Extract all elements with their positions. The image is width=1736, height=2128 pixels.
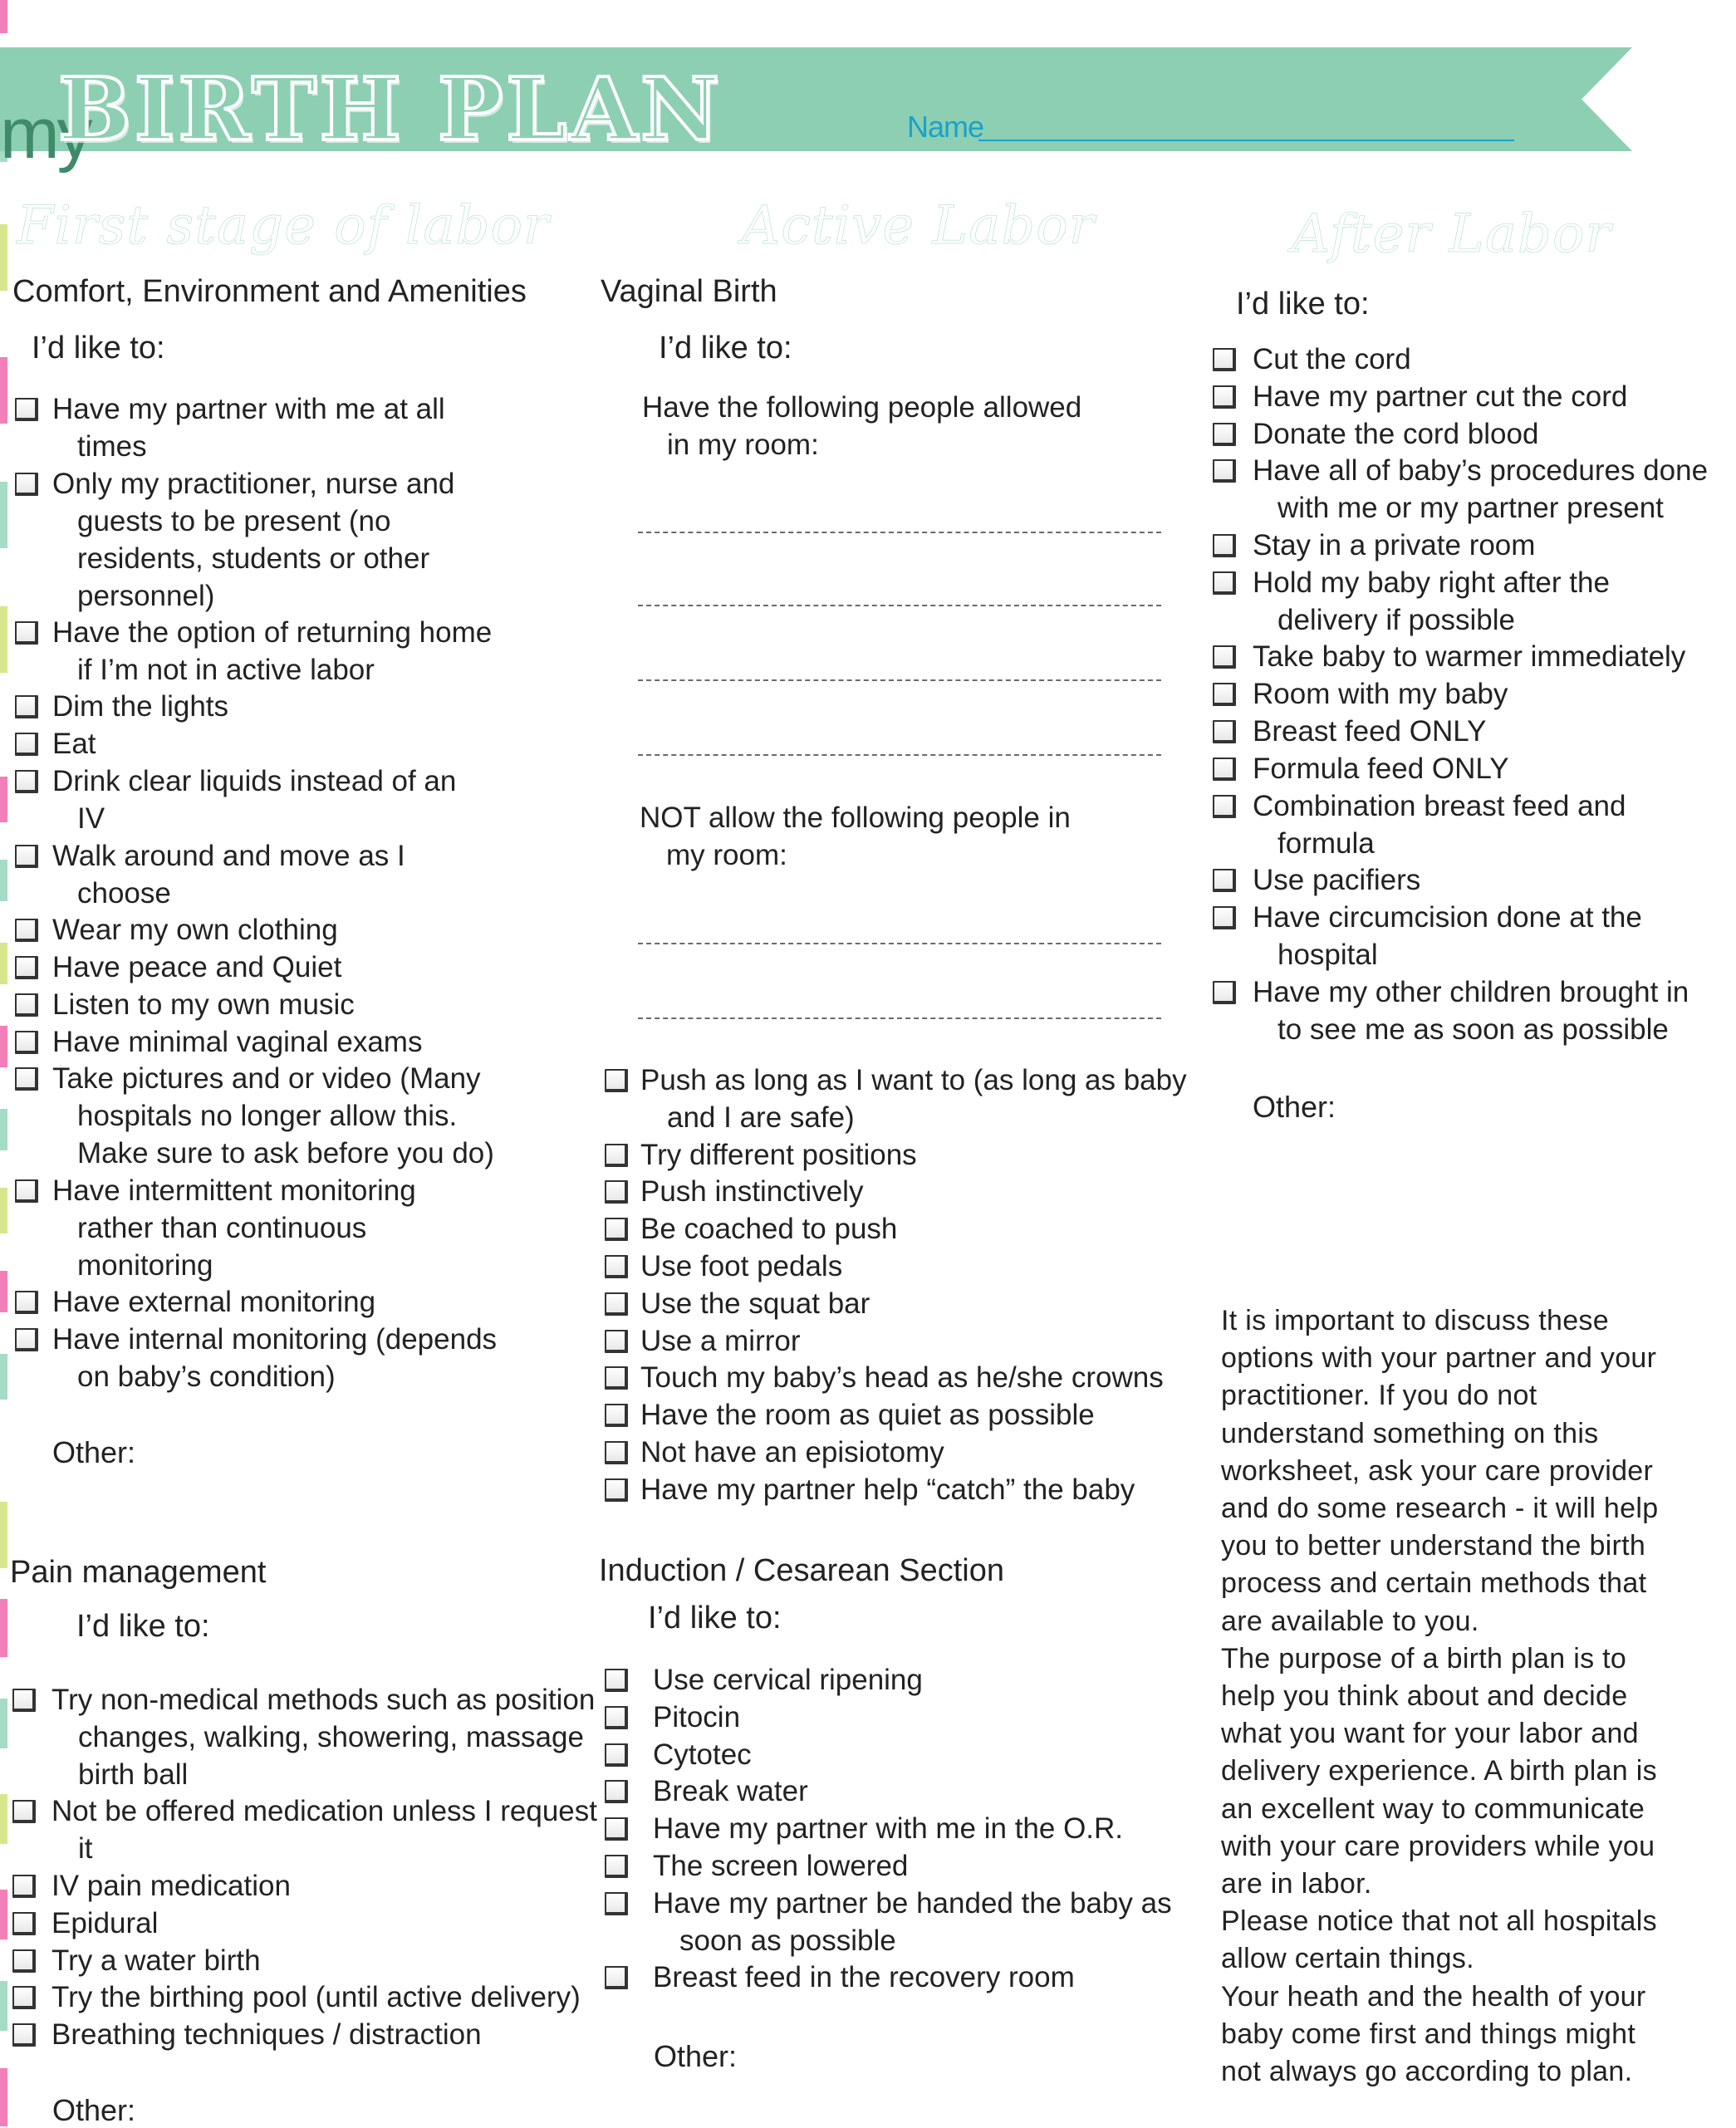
checklist-item-label: Wear my own clothing — [52, 914, 338, 947]
checklist-item-label: Try the birthing pool (until active delivery) — [51, 1981, 581, 2014]
checklist-item-label: Pitocin — [653, 1700, 741, 1733]
induction-other-label: Other: — [654, 2039, 738, 2073]
checklist-item-label: Have my partner with me in the O.R. — [653, 1812, 1124, 1846]
first-stage-title: First stage of labor — [17, 195, 550, 257]
checklist-item-label: Have the option of returning home — [52, 615, 493, 649]
checklist-item-label: guests to be present (no — [77, 504, 391, 537]
checklist-item-label: Breast feed in the recovery room — [653, 1961, 1075, 1994]
checklist-item-label: personnel) — [77, 579, 215, 612]
checklist-item-label: Touch my baby’s head as he/she crowns — [640, 1361, 1164, 1395]
comfort-heading: Comfort, Environment and Amenities — [12, 274, 527, 309]
checklist-item-label: Have my other children brought in — [1253, 975, 1689, 1008]
checkbox-icon[interactable] — [15, 919, 38, 942]
checkbox-icon[interactable] — [1213, 758, 1236, 781]
note-line: The purpose of a birth plan is to — [1221, 1642, 1627, 1674]
checklist-item-label: Have all of baby’s procedures done — [1253, 454, 1709, 488]
checklist-item-label: hospital — [1277, 939, 1378, 971]
checkbox-icon[interactable] — [1213, 534, 1236, 557]
checkbox-icon[interactable] — [15, 1067, 38, 1091]
checklist-item-label: Listen to my own music — [52, 988, 355, 1021]
checklist-item-label: Have external monitoring — [52, 1286, 376, 1319]
after-other-label: Other: — [1253, 1090, 1336, 1124]
checklist-item-label: Formula feed ONLY — [1253, 752, 1509, 785]
checkbox-icon[interactable] — [1213, 459, 1236, 483]
checkbox-icon[interactable] — [605, 1069, 628, 1092]
checklist-item-label: times — [77, 430, 147, 463]
pain-other-label: Other: — [52, 2093, 136, 2127]
checklist-item-label: Push as long as I want to (as long as baby — [640, 1064, 1187, 1096]
checklist-item-label: Cytotec — [653, 1738, 752, 1771]
checklist-item-label: Breast feed ONLY — [1253, 715, 1487, 748]
edge-tab — [0, 1109, 7, 1150]
checkbox-icon[interactable] — [15, 1291, 38, 1314]
note-line: Please notice that not all hospitals — [1221, 1905, 1657, 1938]
checkbox-icon[interactable] — [12, 1986, 36, 2009]
checkbox-icon[interactable] — [605, 1892, 628, 1915]
pain-heading: Pain management — [10, 1555, 267, 1590]
pain-intro: I’d like to: — [76, 1609, 210, 1644]
checklist-item-label: Use the squat bar — [640, 1287, 870, 1320]
checklist-item-label: Have peace and Quiet — [52, 951, 342, 983]
edge-tab — [0, 1890, 7, 1939]
checkbox-icon[interactable] — [15, 993, 38, 1017]
checkbox-icon[interactable] — [15, 770, 38, 793]
note-line: and do some research - it will help — [1221, 1493, 1659, 1525]
checkbox-icon[interactable] — [605, 1441, 628, 1464]
note-line: are in labor. — [1221, 1868, 1372, 1900]
checkbox-icon[interactable] — [15, 845, 38, 868]
note-line: options with your partner and your — [1221, 1342, 1657, 1375]
checklist-item-label: Not be offered medication unless I request — [51, 1795, 597, 1828]
checkbox-icon[interactable] — [605, 1180, 628, 1204]
checklist-item-label: delivery if possible — [1277, 603, 1515, 636]
checkbox-icon[interactable] — [15, 1179, 38, 1203]
after-labor-title: After Labor — [1292, 203, 1612, 265]
checklist-item-label: Stay in a private room — [1253, 529, 1536, 561]
edge-tab — [0, 1981, 7, 2031]
checklist-item-label: Have internal monitoring (depends — [52, 1323, 498, 1356]
checkbox-icon[interactable] — [12, 2023, 36, 2047]
checklist-item-label: Break water — [653, 1775, 808, 1808]
note-line: what you want for your labor and — [1221, 1718, 1639, 1750]
checklist-item-label: Not have an episiotomy — [640, 1436, 944, 1469]
edge-tab — [0, 482, 7, 548]
checklist-item-label: IV — [77, 802, 105, 835]
edge-tab — [0, 224, 7, 291]
checklist-item-label: soon as possible — [679, 1924, 896, 1957]
checklist-item-label: to see me as soon as possible — [1277, 1013, 1669, 1046]
checklist-item-label: monitoring — [77, 1248, 213, 1282]
checklist-item-label: Push instinctively — [640, 1175, 864, 1209]
checkbox-icon[interactable] — [605, 1218, 628, 1241]
vaginal-heading: Vaginal Birth — [601, 274, 777, 309]
not-allowed-prompt: NOT allow the following people in my room: — [640, 802, 1071, 871]
checkbox-icon[interactable] — [605, 1255, 628, 1278]
edge-tab — [0, 0, 7, 33]
edge-tab — [0, 606, 7, 673]
edge-tab — [0, 860, 7, 901]
edge-tab — [0, 1599, 7, 1657]
note-line: worksheet, ask your care provider — [1221, 1454, 1654, 1487]
note-line: understand something on this — [1221, 1417, 1599, 1449]
checklist-item-label: Have my partner cut the cord — [1253, 380, 1628, 413]
checkbox-icon[interactable] — [15, 1031, 38, 1054]
checkbox-icon[interactable] — [1213, 981, 1236, 1004]
edge-tab — [0, 1188, 7, 1233]
checkbox-icon[interactable] — [1213, 423, 1236, 446]
induction-intro: I’d like to: — [648, 1601, 782, 1635]
page-title: BIRTH PLAN — [58, 58, 723, 160]
not-allowed-person-field[interactable] — [638, 1017, 1161, 1019]
edge-tab — [0, 1502, 7, 1568]
note-line: you to better understand the birth — [1221, 1530, 1646, 1562]
edge-tab — [0, 943, 7, 984]
checklist-item-label: Hold my baby right after the — [1253, 566, 1610, 599]
edge-tab — [0, 1354, 7, 1400]
note-line: an excellent way to communicate — [1221, 1792, 1645, 1825]
checklist-item-label: formula — [1277, 826, 1375, 860]
checkbox-icon[interactable] — [15, 695, 38, 718]
checklist-item-label: The screen lowered — [653, 1850, 909, 1882]
checklist-item-label: Combination breast feed and — [1253, 789, 1626, 822]
checkbox-icon[interactable] — [12, 1800, 36, 1823]
checkbox-icon[interactable] — [1213, 348, 1236, 371]
checklist-item-label: Try non-medical methods such as position — [51, 1684, 596, 1716]
checklist-item-label: Have intermittent monitoring — [52, 1174, 416, 1207]
checklist-item-label: Cut the cord — [1253, 343, 1411, 375]
checklist-item-label: Try a water birth — [51, 1944, 261, 1977]
checklist-item-label: Take pictures and or video (Many — [52, 1062, 481, 1096]
checkbox-icon[interactable] — [605, 1330, 628, 1353]
note-line: It is important to discuss these — [1221, 1305, 1609, 1336]
checklist-item-label: Have circumcision done at the — [1253, 901, 1642, 934]
checklist-item-label: Donate the cord blood — [1253, 417, 1539, 450]
checklist-item-label: with me or my partner present — [1277, 492, 1664, 525]
edge-tab — [0, 2068, 7, 2126]
checkbox-icon[interactable] — [12, 1912, 36, 1935]
checklist-item-label: Use a mirror — [640, 1324, 801, 1357]
edge-tab — [0, 1699, 7, 1748]
checklist-item-label: Make sure to ask before you do) — [77, 1137, 494, 1170]
checkbox-icon[interactable] — [605, 1855, 628, 1878]
checkbox-icon[interactable] — [1213, 795, 1236, 818]
checklist-item-label: Breathing techniques / distraction — [51, 2018, 482, 2052]
checklist-item-label: Use cervical ripening — [653, 1664, 923, 1696]
checkbox-icon[interactable] — [605, 1144, 628, 1167]
note-line: process and certain methods that — [1221, 1567, 1647, 1600]
checkbox-icon[interactable] — [1213, 720, 1236, 743]
checklist-item-label: Eat — [52, 728, 96, 761]
checklist-item-label: rather than continuous — [77, 1211, 367, 1244]
checklist-item-label: and I are safe) — [667, 1101, 855, 1134]
checkbox-icon[interactable] — [15, 1328, 38, 1351]
checkbox-icon[interactable] — [15, 621, 38, 645]
checkbox-icon[interactable] — [12, 1689, 36, 1712]
checkbox-icon[interactable] — [1213, 571, 1236, 595]
name-field[interactable] — [978, 140, 1514, 141]
vaginal-intro: I’d like to: — [659, 331, 792, 365]
induction-heading: Induction / Cesarean Section — [599, 1553, 1004, 1588]
checkbox-icon[interactable] — [605, 1706, 628, 1729]
note-line: not always go according to plan. — [1221, 2056, 1633, 2088]
name-label: Name — [907, 110, 984, 144]
edge-tab — [0, 357, 7, 424]
checkbox-icon[interactable] — [15, 398, 38, 421]
checkbox-icon[interactable] — [605, 1743, 628, 1767]
checkbox-icon[interactable] — [605, 1966, 628, 1989]
comfort-intro: I’d like to: — [32, 331, 165, 365]
checklist-item-label: Have my partner with me at all — [52, 393, 445, 425]
checklist-item-label: Have my partner be handed the baby as — [653, 1886, 1172, 1920]
checkbox-icon[interactable] — [605, 1366, 628, 1390]
checkbox-icon[interactable] — [12, 1875, 36, 1898]
checkbox-icon[interactable] — [605, 1669, 628, 1692]
title-prefix: my — [0, 94, 91, 174]
checkbox-icon[interactable] — [605, 1292, 628, 1316]
guidance-note — [1221, 1302, 1719, 2091]
edge-tab — [0, 1271, 7, 1312]
checklist-item-label: Have the room as quiet as possible — [640, 1399, 1095, 1432]
checkbox-icon[interactable] — [605, 1478, 628, 1502]
checkbox-icon[interactable] — [1213, 906, 1236, 929]
checklist-item-label: Try different positions — [640, 1138, 917, 1171]
allowed-person-field[interactable] — [638, 532, 1161, 533]
checklist-item-label: Room with my baby — [1253, 678, 1508, 711]
checklist-item-label: Dim the lights — [52, 690, 229, 723]
note-line: help you think about and decide — [1221, 1680, 1628, 1713]
checkbox-icon[interactable] — [605, 1817, 628, 1841]
checkbox-icon[interactable] — [15, 956, 38, 979]
checkbox-icon[interactable] — [12, 1949, 36, 1973]
checklist-item-label: Have my partner help “catch” the baby — [640, 1473, 1135, 1506]
checklist-item-label: changes, walking, showering, massage — [78, 1721, 584, 1753]
checkbox-icon[interactable] — [15, 733, 38, 756]
checklist-item-label: Use pacifiers — [1253, 864, 1421, 897]
allowed-prompt: Have the following people allowed in my room: — [642, 391, 1082, 461]
checklist-item-label: it — [78, 1832, 93, 1866]
note-line: Your heath and the health of your — [1221, 1980, 1646, 2013]
edge-tab — [0, 1794, 7, 1844]
note-line: allow certain things. — [1221, 1943, 1474, 1975]
checklist-item-label: Be coached to push — [640, 1213, 898, 1246]
checklist-item-label: if I’m not in active labor — [77, 653, 375, 686]
not-allowed-person-field[interactable] — [638, 943, 1161, 944]
checkbox-icon[interactable] — [1213, 869, 1236, 892]
note-line: with your care providers while you — [1221, 1830, 1655, 1862]
checklist-item-label: residents, students or other — [77, 542, 430, 575]
checklist-item-label: birth ball — [78, 1758, 189, 1791]
checklist-item-label: Drink clear liquids instead of an — [52, 765, 457, 797]
checkbox-icon[interactable] — [15, 473, 38, 496]
checklist-item-label: on baby’s condition) — [77, 1361, 336, 1393]
allowed-person-field[interactable] — [638, 754, 1161, 756]
active-labor-title: Active Labor — [742, 195, 1096, 257]
after-intro: I’d like to: — [1236, 287, 1370, 321]
checkbox-icon[interactable] — [1213, 385, 1236, 409]
note-line: are available to you. — [1221, 1605, 1479, 1637]
checklist-item-label: IV pain medication — [51, 1870, 291, 1902]
comfort-other-label: Other: — [52, 1435, 136, 1469]
checkbox-icon[interactable] — [1213, 683, 1236, 706]
allowed-person-field[interactable] — [638, 679, 1161, 681]
checklist-item-label: choose — [77, 876, 171, 910]
checklist-item-label: Use foot pedals — [640, 1250, 843, 1282]
checkbox-icon[interactable] — [605, 1404, 628, 1427]
checklist-item-label: Epidural — [51, 1906, 159, 1939]
checklist-item-label: Walk around and move as I — [52, 839, 405, 872]
note-line: baby come first and things might — [1221, 2018, 1636, 2050]
checklist-item-label: Take baby to warmer immediately — [1253, 640, 1686, 674]
allowed-person-field[interactable] — [638, 605, 1161, 606]
checklist-item-label: hospitals no longer allow this. — [77, 1100, 458, 1133]
checklist-item-label: Have minimal vaginal exams — [52, 1025, 423, 1058]
edge-tab — [0, 1026, 7, 1067]
note-line: delivery experience. A birth plan is — [1221, 1755, 1657, 1787]
checkbox-icon[interactable] — [1213, 645, 1236, 669]
checkbox-icon[interactable] — [605, 1780, 628, 1803]
note-line: practitioner. If you do not — [1221, 1380, 1537, 1412]
edge-tab — [0, 777, 7, 822]
checklist-item-label: Only my practitioner, nurse and — [52, 467, 455, 500]
